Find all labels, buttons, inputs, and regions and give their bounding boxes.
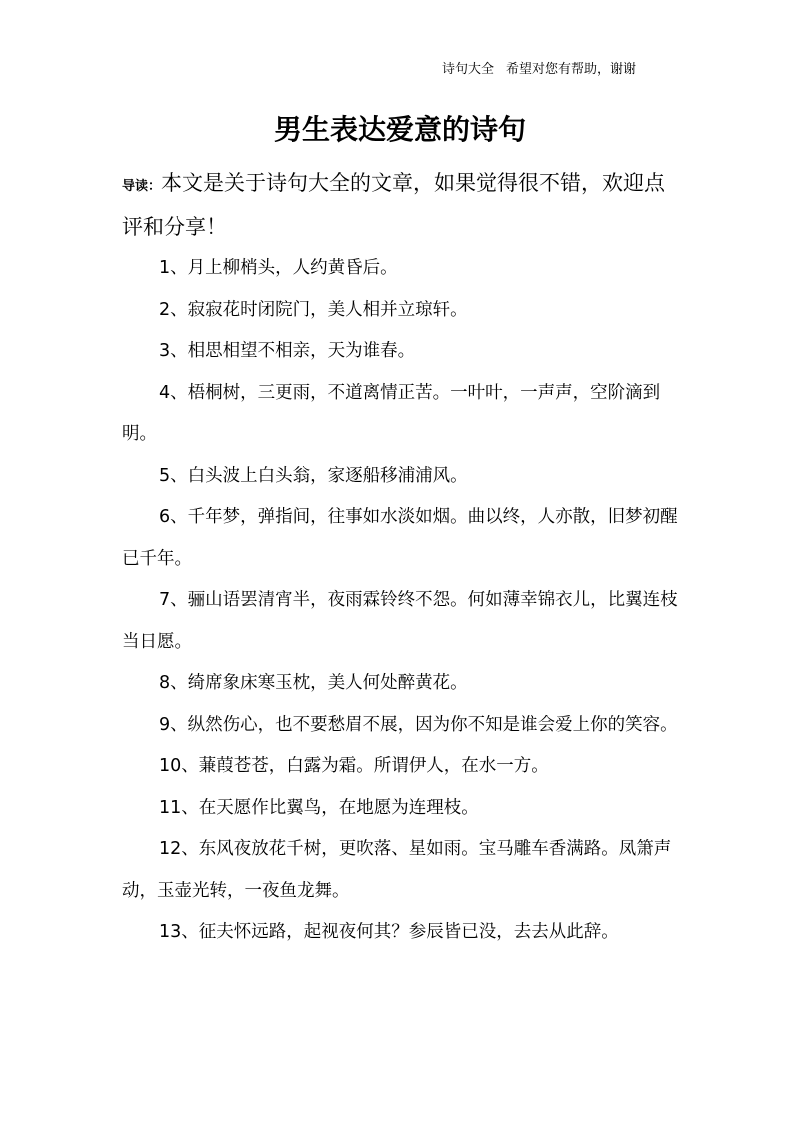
poem-item-5: 5、白头波上白头翁，家逐船移浦浦风。 <box>159 465 468 486</box>
poem-item-9: 9、纵然伤心，也不要愁眉不展，因为你不知是谁会爱上你的笑容。 <box>159 714 678 735</box>
header-slogan: 希望对您有帮助，谢谢 <box>505 62 636 77</box>
poem-item-12: 12、东风夜放花千树，更吹落、星如雨。宝马雕车香满路。凤箫声动，玉壶光转，一夜鱼龙舞。 <box>122 839 672 901</box>
poem-list <box>122 248 682 954</box>
poem-item-4: 4、梧桐树，三更雨，不道离情正苦。一叶叶，一声声，空阶滴到明。 <box>122 382 661 444</box>
poem-item-6: 6、千年梦，弹指间，往事如水淡如烟。曲以终，人亦散，旧梦初醒已千年。 <box>122 507 678 569</box>
poem-item-13: 13、征夫怀远路，起视夜何其？参辰皆已没，去去从此辞。 <box>159 922 619 942</box>
poem-item-10: 10、蒹葭苍苍，白露为霜。所谓伊人，在水一方。 <box>159 756 549 776</box>
poem-item-7: 7、骊山语罢清宵半，夜雨霖铃终不怨。何如薄幸锦衣儿，比翼连枝当日愿。 <box>122 590 678 652</box>
intro-label: 导读： <box>122 179 162 194</box>
running-header <box>442 61 636 79</box>
poem-item-3: 3、相思相望不相亲，天为谁春。 <box>159 341 416 361</box>
poem-item-8: 8、绮席象床寒玉枕，美人何处醉黄花。 <box>159 673 468 693</box>
poem-item-1: 1、月上柳梢头，人约黄昏后。 <box>159 258 398 278</box>
poem-item-2: 2、寂寂花时闭院门，美人相并立琼轩。 <box>159 299 468 320</box>
intro-text: 本文是关于诗句大全的文章，如果觉得很不错，欢迎点评和分享！ <box>122 171 666 239</box>
intro-paragraph <box>122 163 682 247</box>
document-title: 男生表达爱意的诗句 <box>273 113 526 146</box>
poem-item-11: 11、在天愿作比翼鸟，在地愿为连理枝。 <box>159 797 479 818</box>
header-site-name: 诗句大全 <box>441 62 494 77</box>
